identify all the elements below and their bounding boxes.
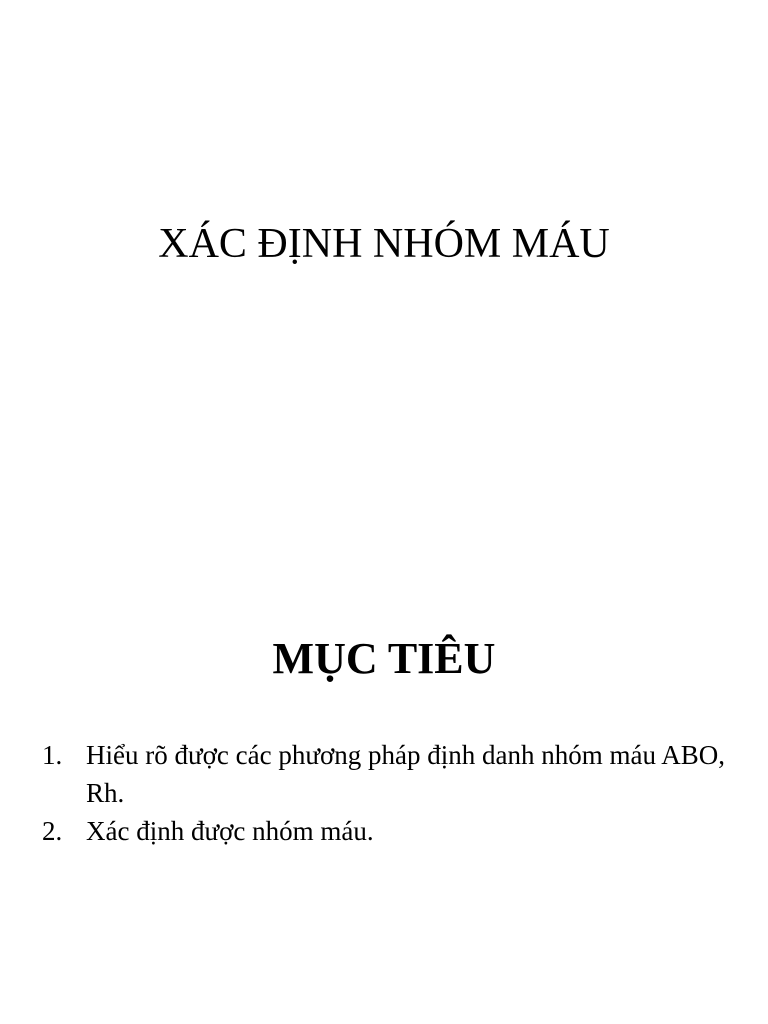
objectives-list xyxy=(42,736,742,850)
document-title: XÁC ĐỊNH NHÓM MÁU xyxy=(158,221,610,267)
list-item-text: Xác định được nhóm máu. xyxy=(86,816,374,846)
list-item-text: Hiểu rõ được các phương pháp định danh nhóm máu ABO, Rh. xyxy=(86,740,725,808)
list-item-number: 1. xyxy=(42,740,63,770)
list-item xyxy=(42,736,742,812)
list-item xyxy=(42,812,742,850)
objectives-heading: MỤC TIÊU xyxy=(272,634,496,683)
list-item-number: 2. xyxy=(42,816,63,846)
slide-objectives xyxy=(0,512,768,1024)
